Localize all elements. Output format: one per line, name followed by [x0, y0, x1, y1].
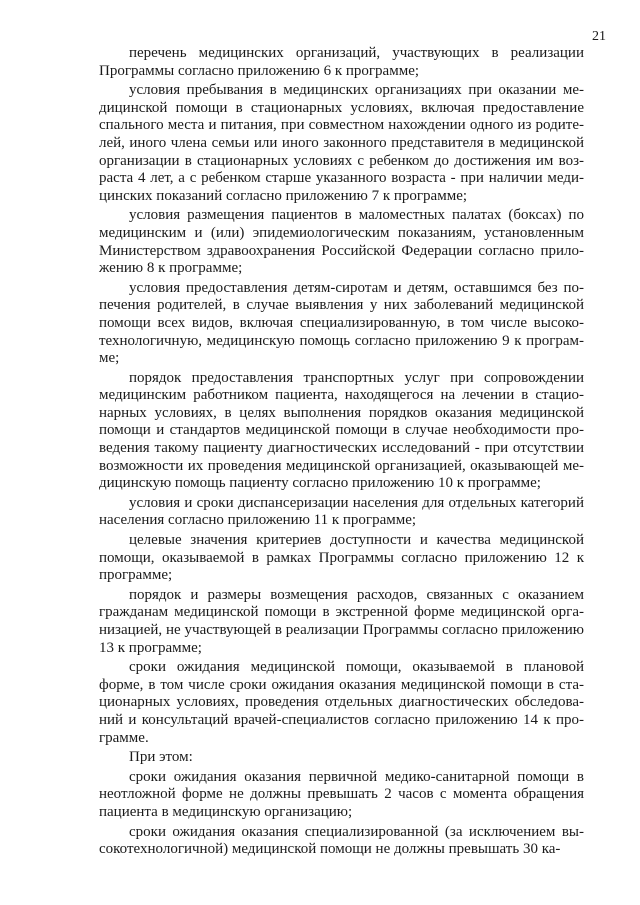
- paragraph-target-values: целевые значения критериев доступности и качества медицинской помощи, оказываемой в рамках Программы согласно приложению 12 к программе;: [99, 532, 584, 584]
- paragraph-waiting-times-planned: сроки ожидания медицинской помощи, оказываемой в плановой форме, в том числе сроки ожидания оказания медицинской помощи в стационарных условиях, проведения отдельных диагностических обследований и консультаций врачей-специалистов согласно приложению 14 к программе.: [99, 659, 584, 746]
- page-number: 21: [592, 29, 606, 44]
- paragraph-stay-conditions: условия пребывания в медицинских организациях при оказании медицинской помощи в стационарных условиях, включая предоставление спального места и питания, при совместном нахождении одного из родителей, иного члена семьи или иного законного представителя в медицинской организации в стационарных условиях с ребенком до достижения им возраста 4 лет, а с ребенком старше указанного возраста - при наличии медицинских показаний согласно приложению 7 к программе;: [99, 82, 584, 204]
- paragraph-moreover: При этом:: [129, 749, 193, 766]
- paragraph-transport-services: порядок предоставления транспортных услуг при сопровождении медицинским работником пациента, находящегося на лечении в стационарных условиях, в целях выполнения порядков оказания медицинской помощи и стандартов медицинской помощи в случае необходимости проведения такому пациенту диагностических исследований - при отсутствии возможности их проведения медицинской организацией, оказывающей медицинскую помощь пациенту согласно приложению 10 к программе;: [99, 369, 584, 492]
- paragraph-orphans-conditions: условия предоставления детям-сиротам и детям, оставшимся без попечения родителей, в случае выявления у них заболеваний медицинской помощи всех видов, включая специализированную, в том числе высокотехнологичную, медицинскую помощь согласно приложению 9 к программе;: [99, 279, 584, 367]
- document-body: [99, 45, 584, 859]
- paragraph-dispensarization: условия и сроки диспансеризации населения для отдельных категорий населения согласно приложению 11 к программе;: [99, 494, 584, 529]
- paragraph-expense-reimbursement: порядок и размеры возмещения расходов, связанных с оказанием гражданам медицинской помощи в экстренной форме медицинской организацией, не участвующей в реализации Программы согласно приложению 13 к программе;: [99, 586, 584, 656]
- paragraph-primary-care-waiting: сроки ожидания оказания первичной медико-санитарной помощи в неотложной форме не должны превышать 2 часов с момента обращения пациента в медицинскую организацию;: [99, 768, 584, 820]
- paragraph-specialized-care-waiting: сроки ожидания оказания специализированной (за исключением высокотехнологичной) медицинской помощи не должны превышать 30 ка-: [99, 823, 584, 858]
- paragraph-medical-organizations-list: перечень медицинских организаций, участвующих в реализации Программы согласно приложению 6 к программе;: [99, 45, 584, 79]
- paragraph-small-wards-conditions: условия размещения пациентов в маломестных палатах (боксах) по медицинским и (или) эпидемиологическим показаниям, установленным Министерством здравоохранения Российской Федерации согласно приложению 8 к программе;: [99, 207, 584, 277]
